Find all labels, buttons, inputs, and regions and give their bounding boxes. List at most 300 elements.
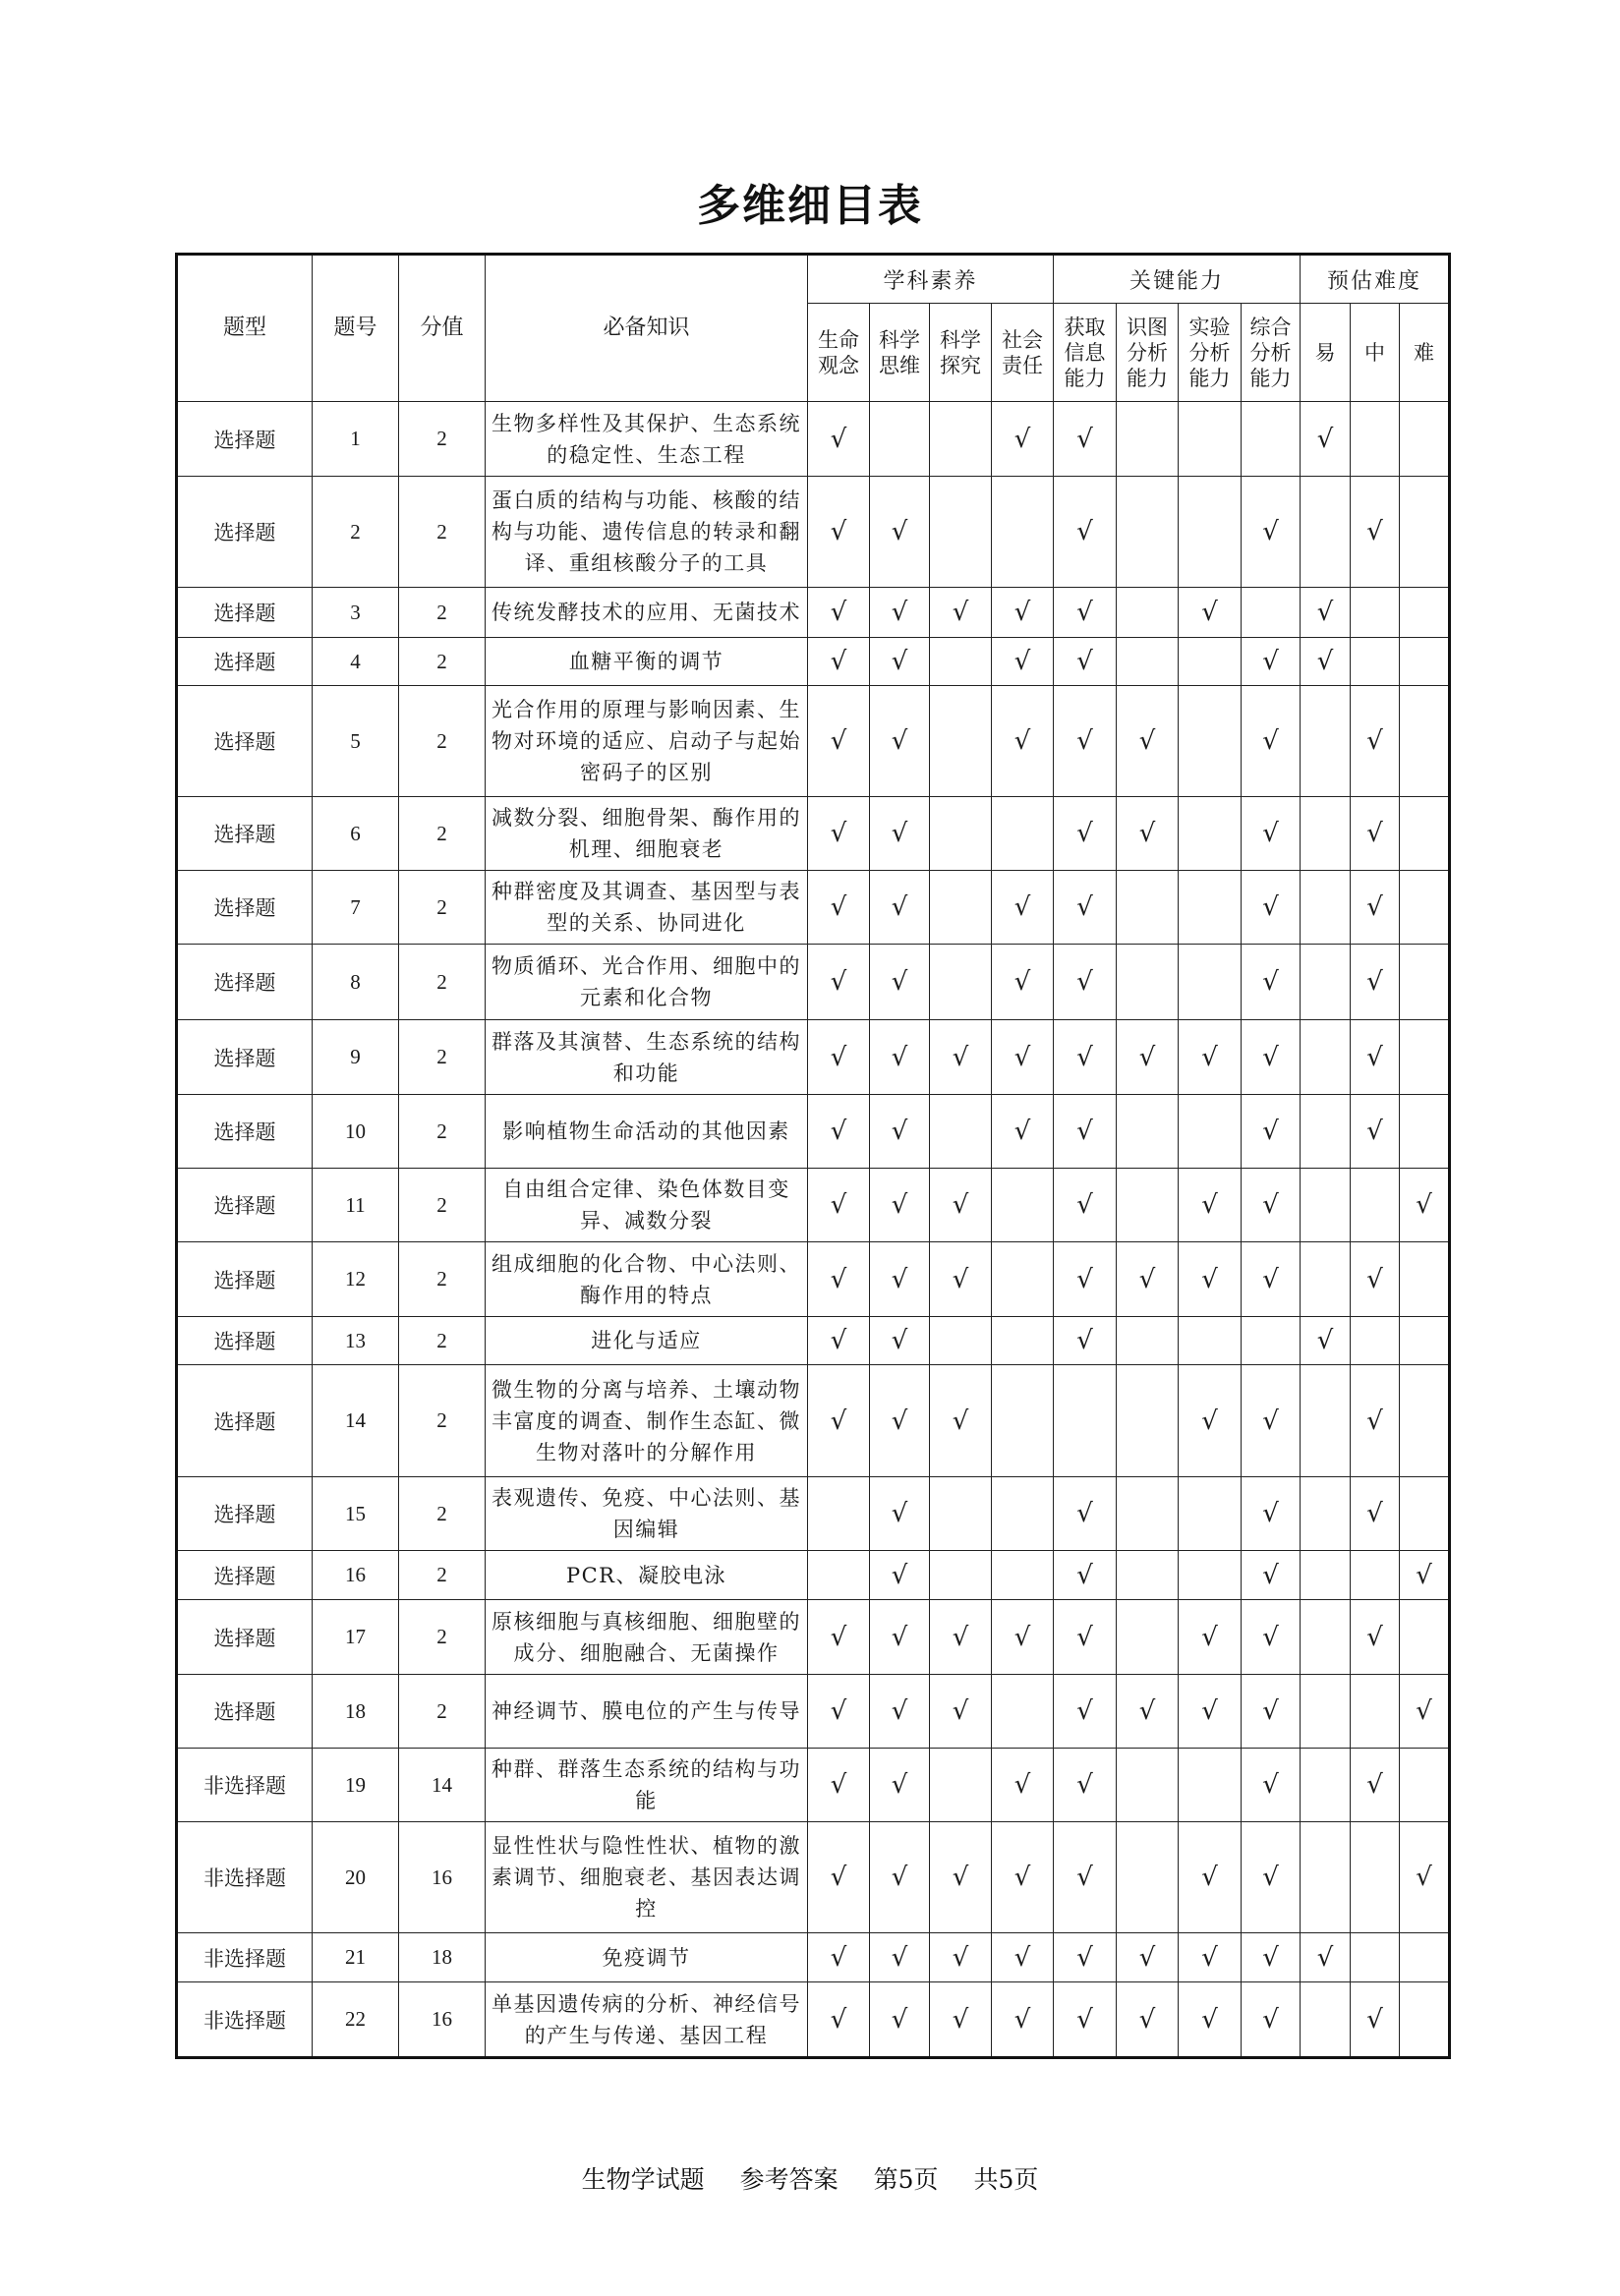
cell-question-type: 非选择题 bbox=[177, 1933, 313, 1982]
cell-chart-analysis bbox=[1117, 686, 1179, 797]
cell-comprehensive-analysis bbox=[1242, 686, 1301, 797]
header-sub-experiment-analysis bbox=[1179, 304, 1242, 402]
header-sub-line: 分析 bbox=[1188, 340, 1231, 365]
cell-easy bbox=[1301, 588, 1351, 638]
cell-question-number: 2 bbox=[313, 477, 399, 588]
checkmark-icon: √ bbox=[1076, 1190, 1093, 1220]
table-row bbox=[177, 945, 1450, 1020]
cell-easy bbox=[1301, 1551, 1351, 1600]
cell-knowledge: 显性性状与隐性性状、植物的激素调节、细胞衰老、基因表达调控 bbox=[486, 1822, 808, 1933]
checkmark-icon: √ bbox=[1076, 517, 1093, 546]
checkmark-icon: √ bbox=[1262, 1190, 1279, 1220]
cell-question-number: 14 bbox=[313, 1365, 399, 1477]
cell-experiment-analysis bbox=[1179, 1020, 1242, 1095]
cell-score: 2 bbox=[399, 1242, 486, 1317]
checkmark-icon: √ bbox=[1366, 1406, 1383, 1436]
checkmark-icon: √ bbox=[1316, 647, 1334, 676]
cell-hard bbox=[1400, 1020, 1450, 1095]
cell-hard bbox=[1400, 1365, 1450, 1477]
checkmark-icon: √ bbox=[1366, 1117, 1383, 1146]
cell-chart-analysis bbox=[1117, 1242, 1179, 1317]
cell-life-concept bbox=[808, 1242, 870, 1317]
table-body bbox=[177, 402, 1450, 2058]
cell-chart-analysis bbox=[1117, 945, 1179, 1020]
cell-chart-analysis bbox=[1117, 871, 1179, 945]
cell-scientific-thinking bbox=[870, 1551, 930, 1600]
cell-comprehensive-analysis bbox=[1242, 1477, 1301, 1551]
checkmark-icon: √ bbox=[891, 819, 908, 848]
cell-hard bbox=[1400, 797, 1450, 871]
cell-chart-analysis bbox=[1117, 1551, 1179, 1600]
cell-chart-analysis bbox=[1117, 1600, 1179, 1675]
checkmark-icon: √ bbox=[1262, 726, 1279, 756]
checkmark-icon: √ bbox=[830, 1622, 847, 1652]
cell-hard bbox=[1400, 1600, 1450, 1675]
cell-question-number: 13 bbox=[313, 1317, 399, 1365]
cell-easy bbox=[1301, 871, 1351, 945]
cell-experiment-analysis bbox=[1179, 1551, 1242, 1600]
table-row bbox=[177, 638, 1450, 686]
cell-easy bbox=[1301, 1982, 1351, 2058]
cell-life-concept bbox=[808, 1822, 870, 1933]
checkmark-icon: √ bbox=[830, 647, 847, 676]
checkmark-icon: √ bbox=[1262, 1560, 1279, 1590]
cell-comprehensive-analysis bbox=[1242, 402, 1301, 477]
cell-score: 2 bbox=[399, 686, 486, 797]
checkmark-icon: √ bbox=[830, 1770, 847, 1800]
cell-info-acquisition bbox=[1054, 477, 1117, 588]
cell-score: 2 bbox=[399, 1600, 486, 1675]
cell-social-responsibility bbox=[992, 1749, 1054, 1822]
cell-social-responsibility bbox=[992, 1317, 1054, 1365]
cell-info-acquisition bbox=[1054, 1551, 1117, 1600]
cell-question-type: 选择题 bbox=[177, 686, 313, 797]
cell-easy bbox=[1301, 477, 1351, 588]
header-sub-line: 获取 bbox=[1064, 315, 1106, 339]
cell-info-acquisition bbox=[1054, 588, 1117, 638]
cell-comprehensive-analysis bbox=[1242, 797, 1301, 871]
cell-scientific-thinking bbox=[870, 1933, 930, 1982]
cell-comprehensive-analysis bbox=[1242, 871, 1301, 945]
checkmark-icon: √ bbox=[830, 1190, 847, 1220]
cell-social-responsibility bbox=[992, 1477, 1054, 1551]
checkmark-icon: √ bbox=[1076, 647, 1093, 676]
cell-life-concept bbox=[808, 1933, 870, 1982]
cell-easy bbox=[1301, 1822, 1351, 1933]
header-score: 分值 bbox=[399, 255, 486, 402]
cell-score: 2 bbox=[399, 1020, 486, 1095]
header-question-number: 题号 bbox=[313, 255, 399, 402]
cell-hard bbox=[1400, 945, 1450, 1020]
checkmark-icon: √ bbox=[891, 967, 908, 997]
checkmark-icon: √ bbox=[1013, 424, 1031, 454]
cell-easy bbox=[1301, 945, 1351, 1020]
checkmark-icon: √ bbox=[891, 1622, 908, 1652]
cell-knowledge: 物质循环、光合作用、细胞中的元素和化合物 bbox=[486, 945, 808, 1020]
cell-life-concept bbox=[808, 1365, 870, 1477]
checkmark-icon: √ bbox=[1416, 1863, 1432, 1892]
cell-question-type: 选择题 bbox=[177, 588, 313, 638]
cell-life-concept bbox=[808, 1477, 870, 1551]
cell-comprehensive-analysis bbox=[1242, 1675, 1301, 1749]
cell-scientific-inquiry bbox=[930, 1933, 992, 1982]
cell-social-responsibility bbox=[992, 871, 1054, 945]
checkmark-icon: √ bbox=[891, 647, 908, 676]
cell-life-concept bbox=[808, 477, 870, 588]
cell-easy bbox=[1301, 1169, 1351, 1242]
header-sub-line: 思维 bbox=[879, 353, 920, 377]
cell-experiment-analysis bbox=[1179, 1600, 1242, 1675]
cell-life-concept bbox=[808, 686, 870, 797]
checkmark-icon: √ bbox=[1262, 1863, 1279, 1892]
checkmark-icon: √ bbox=[891, 726, 908, 756]
checkmark-icon: √ bbox=[1076, 819, 1093, 848]
cell-question-type: 选择题 bbox=[177, 1095, 313, 1169]
checkmark-icon: √ bbox=[1076, 967, 1093, 997]
cell-social-responsibility bbox=[992, 797, 1054, 871]
cell-question-type: 选择题 bbox=[177, 1600, 313, 1675]
cell-scientific-inquiry bbox=[930, 797, 992, 871]
checkmark-icon: √ bbox=[1366, 892, 1383, 922]
checkmark-icon: √ bbox=[1076, 1042, 1093, 1072]
checkmark-icon: √ bbox=[1013, 892, 1031, 922]
checkmark-icon: √ bbox=[830, 598, 847, 627]
checkmark-icon: √ bbox=[1201, 1863, 1218, 1892]
cell-scientific-inquiry bbox=[930, 945, 992, 1020]
cell-experiment-analysis bbox=[1179, 1982, 1242, 2058]
checkmark-icon: √ bbox=[1262, 1117, 1279, 1146]
cell-knowledge: 原核细胞与真核细胞、细胞壁的成分、细胞融合、无菌操作 bbox=[486, 1600, 808, 1675]
cell-score: 2 bbox=[399, 1551, 486, 1600]
checkmark-icon: √ bbox=[1013, 647, 1031, 676]
checkmark-icon: √ bbox=[1076, 2004, 1093, 2035]
cell-social-responsibility bbox=[992, 588, 1054, 638]
checkmark-icon: √ bbox=[1013, 1042, 1031, 1072]
checkmark-icon: √ bbox=[952, 598, 969, 627]
cell-info-acquisition bbox=[1054, 1982, 1117, 2058]
checkmark-icon: √ bbox=[952, 1696, 969, 1726]
cell-hard bbox=[1400, 1477, 1450, 1551]
checkmark-icon: √ bbox=[952, 2004, 969, 2035]
cell-scientific-thinking bbox=[870, 797, 930, 871]
cell-knowledge: 组成细胞的化合物、中心法则、酶作用的特点 bbox=[486, 1242, 808, 1317]
cell-scientific-thinking bbox=[870, 477, 930, 588]
table-row bbox=[177, 1095, 1450, 1169]
checkmark-icon: √ bbox=[1366, 1042, 1383, 1072]
cell-scientific-thinking bbox=[870, 402, 930, 477]
cell-hard bbox=[1400, 1822, 1450, 1933]
cell-score: 2 bbox=[399, 477, 486, 588]
cell-chart-analysis bbox=[1117, 1477, 1179, 1551]
cell-scientific-inquiry bbox=[930, 1982, 992, 2058]
cell-chart-analysis bbox=[1117, 1675, 1179, 1749]
cell-medium bbox=[1351, 1020, 1400, 1095]
cell-scientific-thinking bbox=[870, 1749, 930, 1822]
cell-score: 16 bbox=[399, 1822, 486, 1933]
cell-info-acquisition bbox=[1054, 1477, 1117, 1551]
cell-easy bbox=[1301, 1675, 1351, 1749]
checkmark-icon: √ bbox=[1076, 892, 1093, 922]
checkmark-icon: √ bbox=[1076, 1117, 1093, 1146]
cell-experiment-analysis bbox=[1179, 588, 1242, 638]
header-sub-hard bbox=[1400, 304, 1450, 402]
header-sub-line: 科学 bbox=[940, 327, 981, 352]
cell-easy bbox=[1301, 1477, 1351, 1551]
cell-scientific-thinking bbox=[870, 1365, 930, 1477]
cell-question-type: 选择题 bbox=[177, 1675, 313, 1749]
cell-score: 14 bbox=[399, 1749, 486, 1822]
cell-chart-analysis bbox=[1117, 1822, 1179, 1933]
cell-scientific-inquiry bbox=[930, 1242, 992, 1317]
cell-life-concept bbox=[808, 638, 870, 686]
cell-knowledge: PCR、凝胶电泳 bbox=[486, 1551, 808, 1600]
cell-experiment-analysis bbox=[1179, 1933, 1242, 1982]
checkmark-icon: √ bbox=[1201, 1942, 1218, 1973]
cell-easy bbox=[1301, 1242, 1351, 1317]
header-sub-medium bbox=[1351, 304, 1400, 402]
cell-medium bbox=[1351, 1600, 1400, 1675]
cell-life-concept bbox=[808, 1600, 870, 1675]
checkmark-icon: √ bbox=[1076, 726, 1093, 756]
cell-chart-analysis bbox=[1117, 1020, 1179, 1095]
checkmark-icon: √ bbox=[1013, 1117, 1031, 1146]
cell-question-number: 8 bbox=[313, 945, 399, 1020]
checkmark-icon: √ bbox=[1201, 1696, 1218, 1726]
cell-social-responsibility bbox=[992, 1242, 1054, 1317]
checkmark-icon: √ bbox=[1262, 517, 1279, 546]
checkmark-icon: √ bbox=[1262, 647, 1279, 676]
cell-chart-analysis bbox=[1117, 1365, 1179, 1477]
table-row bbox=[177, 1365, 1450, 1477]
table-row bbox=[177, 797, 1450, 871]
header-sub-line: 能力 bbox=[1249, 366, 1292, 390]
cell-chart-analysis bbox=[1117, 797, 1179, 871]
cell-scientific-inquiry bbox=[930, 1822, 992, 1933]
cell-scientific-inquiry bbox=[930, 686, 992, 797]
cell-question-type: 非选择题 bbox=[177, 1982, 313, 2058]
cell-comprehensive-analysis bbox=[1242, 1317, 1301, 1365]
cell-medium bbox=[1351, 588, 1400, 638]
cell-scientific-inquiry bbox=[930, 871, 992, 945]
cell-question-type: 选择题 bbox=[177, 1365, 313, 1477]
cell-social-responsibility bbox=[992, 1551, 1054, 1600]
cell-easy bbox=[1301, 1933, 1351, 1982]
header-sub-line: 分析 bbox=[1249, 340, 1292, 365]
cell-comprehensive-analysis bbox=[1242, 1600, 1301, 1675]
cell-life-concept bbox=[808, 871, 870, 945]
header-sub-line: 中 bbox=[1364, 340, 1386, 365]
cell-scientific-thinking bbox=[870, 1095, 930, 1169]
cell-hard bbox=[1400, 1749, 1450, 1822]
cell-scientific-inquiry bbox=[930, 402, 992, 477]
checkmark-icon: √ bbox=[1416, 1560, 1432, 1590]
header-sub-easy bbox=[1301, 304, 1351, 402]
checkmark-icon: √ bbox=[830, 1942, 847, 1973]
cell-hard bbox=[1400, 1551, 1450, 1600]
checkmark-icon: √ bbox=[830, 1696, 847, 1726]
cell-question-type: 选择题 bbox=[177, 1477, 313, 1551]
cell-hard bbox=[1400, 686, 1450, 797]
cell-easy bbox=[1301, 1749, 1351, 1822]
cell-scientific-inquiry bbox=[930, 1169, 992, 1242]
cell-question-type: 选择题 bbox=[177, 1020, 313, 1095]
cell-comprehensive-analysis bbox=[1242, 588, 1301, 638]
cell-life-concept bbox=[808, 402, 870, 477]
cell-info-acquisition bbox=[1054, 945, 1117, 1020]
header-sub-line: 观念 bbox=[818, 353, 859, 377]
checkmark-icon: √ bbox=[1076, 1622, 1093, 1652]
cell-hard bbox=[1400, 1982, 1450, 2058]
cell-scientific-inquiry bbox=[930, 638, 992, 686]
cell-knowledge: 进化与适应 bbox=[486, 1317, 808, 1365]
cell-experiment-analysis bbox=[1179, 1242, 1242, 1317]
cell-score: 2 bbox=[399, 402, 486, 477]
cell-knowledge: 免疫调节 bbox=[486, 1933, 808, 1982]
checkmark-icon: √ bbox=[1013, 1942, 1031, 1973]
cell-scientific-thinking bbox=[870, 638, 930, 686]
cell-comprehensive-analysis bbox=[1242, 1933, 1301, 1982]
checkmark-icon: √ bbox=[891, 2004, 908, 2035]
header-sub-line: 实验 bbox=[1188, 315, 1231, 339]
table-row bbox=[177, 1982, 1450, 2058]
cell-medium bbox=[1351, 1822, 1400, 1933]
checkmark-icon: √ bbox=[1138, 1042, 1156, 1072]
cell-info-acquisition bbox=[1054, 1675, 1117, 1749]
checkmark-icon: √ bbox=[952, 1622, 969, 1652]
table-row bbox=[177, 1675, 1450, 1749]
checkmark-icon: √ bbox=[830, 1117, 847, 1146]
cell-medium bbox=[1351, 686, 1400, 797]
table-row bbox=[177, 871, 1450, 945]
cell-question-type: 选择题 bbox=[177, 871, 313, 945]
cell-comprehensive-analysis bbox=[1242, 1365, 1301, 1477]
header-question-type: 题型 bbox=[177, 255, 313, 402]
checkmark-icon: √ bbox=[952, 1190, 969, 1220]
cell-info-acquisition bbox=[1054, 638, 1117, 686]
header-sub-chart-analysis bbox=[1117, 304, 1179, 402]
checkmark-icon: √ bbox=[1201, 1264, 1218, 1294]
checkmark-icon: √ bbox=[891, 892, 908, 922]
checkmark-icon: √ bbox=[1013, 1622, 1031, 1652]
checkmark-icon: √ bbox=[830, 1326, 847, 1355]
cell-medium bbox=[1351, 1169, 1400, 1242]
cell-knowledge: 种群密度及其调查、基因型与表型的关系、协同进化 bbox=[486, 871, 808, 945]
cell-social-responsibility bbox=[992, 1095, 1054, 1169]
cell-scientific-thinking bbox=[870, 1600, 930, 1675]
cell-medium bbox=[1351, 1365, 1400, 1477]
cell-scientific-inquiry bbox=[930, 1477, 992, 1551]
cell-medium bbox=[1351, 402, 1400, 477]
cell-chart-analysis bbox=[1117, 402, 1179, 477]
cell-life-concept bbox=[808, 945, 870, 1020]
checkmark-icon: √ bbox=[830, 1264, 847, 1294]
cell-question-type: 选择题 bbox=[177, 402, 313, 477]
cell-chart-analysis bbox=[1117, 1982, 1179, 2058]
checkmark-icon: √ bbox=[891, 1042, 908, 1072]
cell-question-number: 19 bbox=[313, 1749, 399, 1822]
cell-life-concept bbox=[808, 1020, 870, 1095]
checkmark-icon: √ bbox=[1366, 1622, 1383, 1652]
cell-scientific-inquiry bbox=[930, 588, 992, 638]
checkmark-icon: √ bbox=[1262, 1942, 1279, 1973]
checkmark-icon: √ bbox=[891, 1770, 908, 1800]
cell-scientific-inquiry bbox=[930, 1365, 992, 1477]
cell-life-concept bbox=[808, 1317, 870, 1365]
header-sub-line: 综合 bbox=[1249, 315, 1292, 339]
checkmark-icon: √ bbox=[1201, 2004, 1218, 2035]
cell-easy bbox=[1301, 1365, 1351, 1477]
cell-social-responsibility bbox=[992, 1600, 1054, 1675]
cell-medium bbox=[1351, 871, 1400, 945]
checkmark-icon: √ bbox=[1366, 2004, 1383, 2035]
checkmark-icon: √ bbox=[1262, 1622, 1279, 1652]
page-title: 多维细目表 bbox=[697, 181, 923, 231]
checkmark-icon: √ bbox=[1262, 2004, 1279, 2035]
cell-question-number: 17 bbox=[313, 1600, 399, 1675]
header-sub-line: 探究 bbox=[940, 353, 981, 377]
checkmark-icon: √ bbox=[891, 1560, 908, 1590]
cell-question-number: 5 bbox=[313, 686, 399, 797]
cell-medium bbox=[1351, 1317, 1400, 1365]
checkmark-icon: √ bbox=[891, 1696, 908, 1726]
cell-knowledge: 单基因遗传病的分析、神经信号的产生与传递、基因工程 bbox=[486, 1982, 808, 2058]
cell-chart-analysis bbox=[1117, 1933, 1179, 1982]
checkmark-icon: √ bbox=[1013, 2004, 1031, 2035]
cell-comprehensive-analysis bbox=[1242, 1982, 1301, 2058]
checkmark-icon: √ bbox=[891, 1264, 908, 1294]
cell-knowledge: 群落及其演替、生态系统的结构和功能 bbox=[486, 1020, 808, 1095]
checkmark-icon: √ bbox=[891, 1190, 908, 1220]
cell-question-number: 4 bbox=[313, 638, 399, 686]
checkmark-icon: √ bbox=[891, 1117, 908, 1146]
checkmark-icon: √ bbox=[891, 1406, 908, 1436]
cell-question-number: 10 bbox=[313, 1095, 399, 1169]
cell-social-responsibility bbox=[992, 1020, 1054, 1095]
cell-medium bbox=[1351, 945, 1400, 1020]
cell-comprehensive-analysis bbox=[1242, 1020, 1301, 1095]
cell-scientific-thinking bbox=[870, 871, 930, 945]
cell-score: 2 bbox=[399, 1477, 486, 1551]
table-row bbox=[177, 1169, 1450, 1242]
cell-hard bbox=[1400, 1675, 1450, 1749]
checkmark-icon: √ bbox=[1076, 1942, 1093, 1973]
cell-easy bbox=[1301, 1095, 1351, 1169]
cell-easy bbox=[1301, 638, 1351, 686]
checkmark-icon: √ bbox=[1366, 819, 1383, 848]
cell-question-number: 20 bbox=[313, 1822, 399, 1933]
cell-experiment-analysis bbox=[1179, 1675, 1242, 1749]
checkmark-icon: √ bbox=[1013, 726, 1031, 756]
cell-scientific-inquiry bbox=[930, 477, 992, 588]
header-sub-line: 能力 bbox=[1127, 366, 1169, 390]
table-row bbox=[177, 1242, 1450, 1317]
cell-question-type: 选择题 bbox=[177, 1317, 313, 1365]
checkmark-icon: √ bbox=[1262, 1770, 1279, 1800]
cell-easy bbox=[1301, 1317, 1351, 1365]
checkmark-icon: √ bbox=[952, 1406, 969, 1436]
cell-medium bbox=[1351, 1242, 1400, 1317]
cell-life-concept bbox=[808, 797, 870, 871]
cell-experiment-analysis bbox=[1179, 871, 1242, 945]
cell-score: 2 bbox=[399, 871, 486, 945]
cell-social-responsibility bbox=[992, 477, 1054, 588]
header-sub-scientific-inquiry bbox=[930, 304, 992, 402]
checkmark-icon: √ bbox=[1366, 726, 1383, 756]
cell-scientific-thinking bbox=[870, 1020, 930, 1095]
cell-social-responsibility bbox=[992, 1933, 1054, 1982]
table-row bbox=[177, 1551, 1450, 1600]
cell-medium bbox=[1351, 1675, 1400, 1749]
